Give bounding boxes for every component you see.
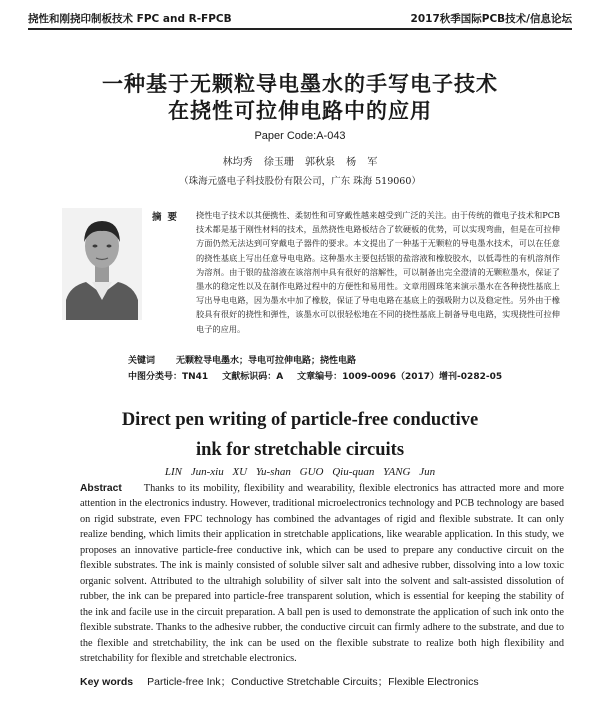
classification-line [128,369,502,382]
chinese-authors: 林均秀 徐玉珊 郭秋泉 杨 军 [222,157,378,168]
english-keywords-label: Key words [80,676,134,688]
paper-code: Paper Code:A-043 [254,130,346,142]
running-header [28,9,572,27]
author-portrait-image [62,208,142,320]
chinese-keywords-label: 关键词 [128,356,156,366]
chinese-title-line-2: 在挠性可拉伸电路中的应用 [168,99,432,123]
header-rule [28,28,572,30]
english-title-line-1: Direct pen writing of particle-free conductive [121,410,479,430]
english-keywords [80,674,479,689]
header-forum-label: 2017秋季国际PCB技术/信息论坛 [410,13,572,25]
clc-number: 中图分类号：TN41 [128,372,209,382]
chinese-abstract-text: 挠性电子技术以其便携性、柔韧性和可穿戴性越来越受到广泛的关注。由于传统的微电子技术和PCB技术都是基于刚性材料的技术，虽然挠性电路板结合了软硬板的优势，可以实现弯曲，但是在可拉伸方面仍然无法达到可穿戴电子器件的要求。本文提出了一种基于无颗粒的导电墨水技术，可以在任意的挠性基底上写出任意导电电路。这种墨水主要包括银的盐溶液和橡胶胶水，以低毒性的有机溶剂作为溶剂。由于银的盐溶液在该溶剂中具有很好的溶解性，可以制备出完全澄清的无颗粒墨水，保证了墨水的稳定性以及在制作电路过程中的方便性和易用性。文章用圆珠笔来演示墨水在各种挠性基底上写出导电电路，因为墨水中加了橡胶，保证了导电电路在基底上的强吸附力以及稳定性。另外由于橡胶具有很好的挠性和弹性，该墨水可以很轻松地在不同的挠性基底上制备导电电路，实现挠性可拉伸电子的应用。 [196,210,560,334]
chinese-title-line-1: 一种基于无颗粒导电墨水的手写电子技术 [102,72,498,96]
english-keywords-text: Particle-free Ink；Conductive Stretchable Circuits；Flexible Electronics [147,676,479,688]
document-code: 文献标识码：A [222,372,284,382]
article-number: 文章编号：1009-0096（2017）增刊-0282-05 [297,372,503,382]
english-title-line-2: ink for stretchable circuits [195,440,405,460]
english-abstract-text: Thanks to its mobility, flexibility and wearability, flexible electronics has attracted more and more attention in the electronics industry. However, traditional microelectronics technology and PCB technology are based on rigid substrate, even FPC technology has combined the advantages of rigid and flexible substrate. It can only realize bending, which limits their application in stretchable applications, like wearable application. In this study, we proposes an innovative particle-free conductive ink, which can be used to prepare any conductive circuit on the flexible substrates. The ink is mainly consisted of soluble silver salt and adhesive rubber, dissolving into a low toxic organic solvent. Attributed to the ultrahigh solubility of silver salt into the solvent and salt-assisted dissolution of rubber, the ink can be prepared into particle-free transparent solution, which is essential for keeping the stability of the ink and facile use in the circuit preparation. A ball pen is used to demonstrate the application of such ink onto the flexible substrate. Thanks to the adhesive rubber, the conductive circuit can firmly adhere to the substrate, and due to the flexible and stretchability, the ink can be used on the flexible substrate to realize both high flexibility and stretchability for flexible and stretchable electronics. [80,483,564,664]
english-authors: LIN Jun-xiu XU Yu-shan GUO Qiu-quan YANG Jun [164,466,436,478]
english-abstract-label: Abstract [80,483,122,494]
chinese-keywords-text: 无颗粒导电墨水；导电可拉伸电路；挠性电路 [176,356,357,366]
chinese-abstract-label: 摘要 [152,212,184,223]
english-abstract [80,481,564,669]
author-photo [62,208,142,320]
header-section-label: 挠性和刚挠印制板技术 FPC and R-FPCB [28,13,232,25]
chinese-keywords [128,353,356,366]
chinese-affiliation: （珠海元盛电子科技股份有限公司，广东 珠海 519060） [179,176,421,187]
